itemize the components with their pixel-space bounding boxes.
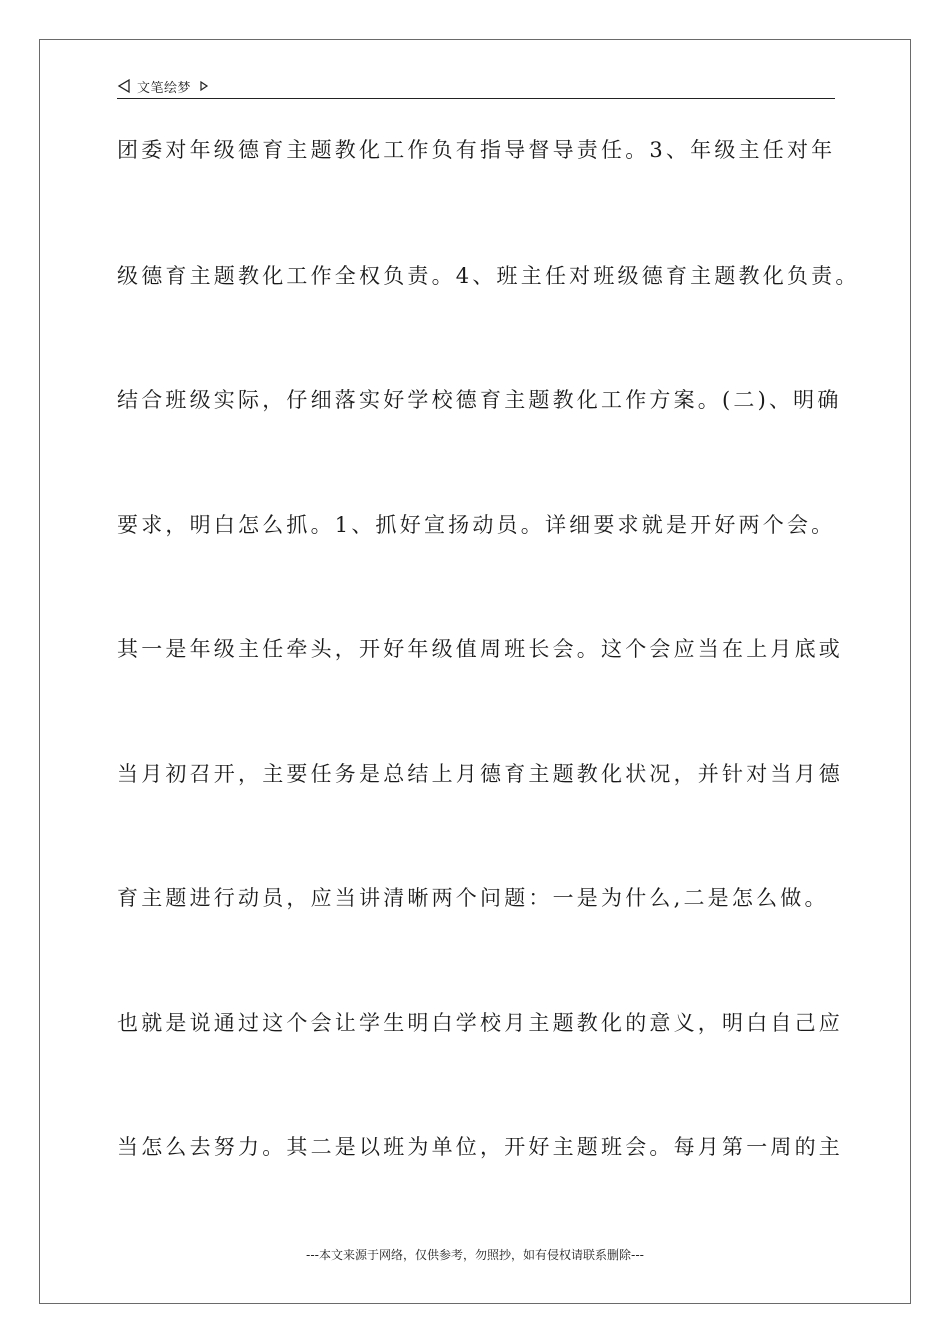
body-line: 也就是说通过这个会让学生明白学校月主题教化的意义，明白自己应 [117,1011,843,1035]
body-line: 团委对年级德育主题教化工作负有指导督导责任。3、年级主任对年 [117,138,836,162]
body-line: 级德育主题教化工作全权负责。4、班主任对班级德育主题教化负责。 [117,264,860,288]
body-line: 育主题进行动员，应当讲清晰两个问题：一是为什么,二是怎么做。 [117,886,829,910]
body-line: 结合班级实际，仔细落实好学校德育主题教化工作方案。(二)、明确 [117,388,842,412]
footer-disclaimer: ---本文来源于网络，仅供参考，勿照抄，如有侵权请联系删除--- [306,1248,644,1262]
header-title: 文笔绘梦 [137,80,192,96]
body-line: 要求，明白怎么抓。1、抓好宣扬动员。详细要求就是开好两个会。 [117,513,836,537]
triangle-left-outline-icon [117,78,131,94]
document-header [117,74,835,99]
body-line: 当月初召开，主要任务是总结上月德育主题教化状况，并针对当月德 [117,762,843,786]
body-line: 当怎么去努力。其二是以班为单位，开好主题班会。每月第一周的主 [117,1135,843,1159]
triangle-right-outline-icon [199,80,209,92]
body-line: 其一是年级主任牵头，开好年级值周班长会。这个会应当在上月底或 [117,637,843,661]
page-border [39,39,911,1304]
